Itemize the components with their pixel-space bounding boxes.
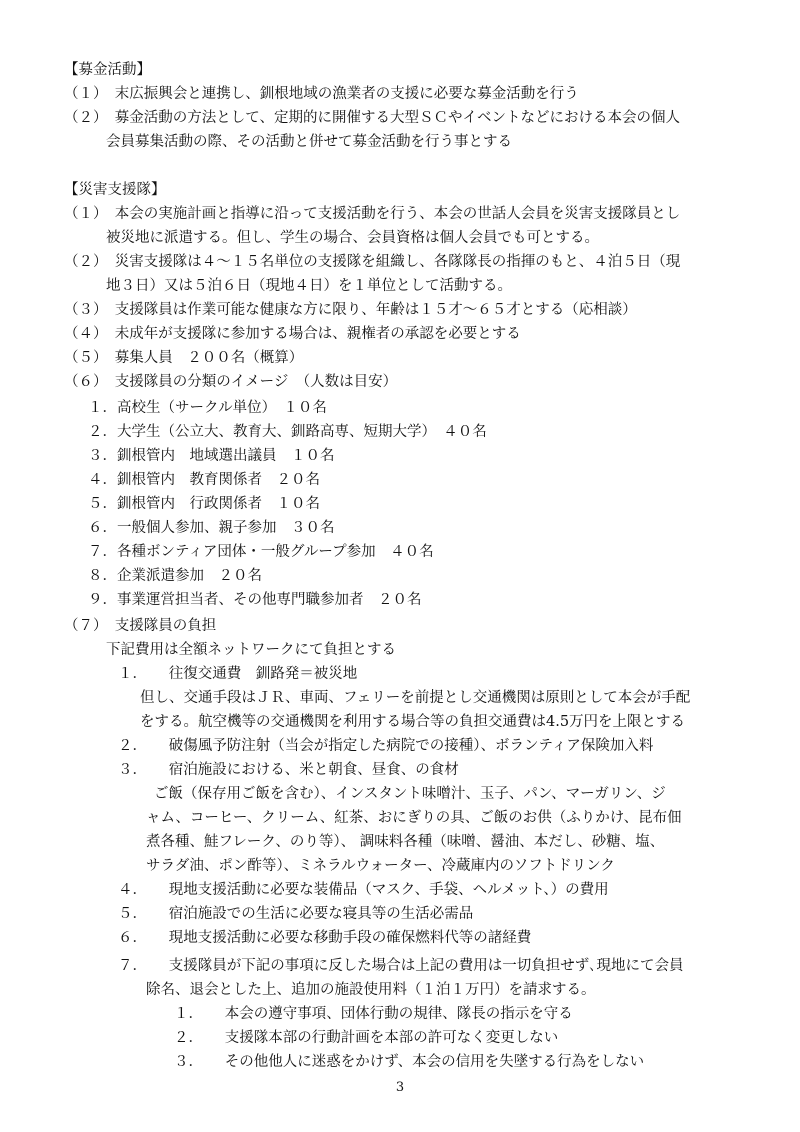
category-item: ４．釧根管内 教育関係者 ２０名 <box>88 472 320 488</box>
burden-item: ３． 宿泊施設における、米と朝食、昼食、の食材 <box>118 762 459 778</box>
burden-item-cont: 煮各種、鮭フレーク、のり等）、 調味料各種（味噌、醤油、本だし、砂糖、塩、 <box>146 834 665 850</box>
burden-intro: 下記費用は全額ネットワークにて負担とする <box>106 642 396 658</box>
rule-item: ２． 支援隊本部の行動計画を本部の許可なく変更しない <box>174 1030 559 1046</box>
category-item: ９．事業運営担当者、その他専門職参加者 ２０名 <box>88 592 422 608</box>
burden-item-cont: ご飯（保存用ご飯を含む）、インスタント味噌汁、玉子、パン、マーガリン、ジ <box>154 786 666 802</box>
fundraising-item: （１） 末広振興会と連携し、釧根地域の漁業者の支援に必要な募金活動を行う <box>64 86 579 102</box>
disaster-item: （５） 募集人員 ２００名（概算） <box>64 350 304 366</box>
burden-item-cont: 除名、退会とした上、追加の施設使用料（１泊１万円）を請求する。 <box>146 982 596 998</box>
burden-item: ２． 破傷風予防注射（当会が指定した病院での接種）、ボランティア保険加入料 <box>118 738 654 754</box>
fundraising-item-cont: 会員募集活動の際、その活動と併せて募金活動を行う事とする <box>106 134 512 150</box>
burden-item: ７． 支援隊員が下記の事項に反した場合は上記の費用は一切負担せず､現地にて会員 <box>118 958 684 974</box>
burden-item: ６． 現地支援活動に必要な移動手段の確保燃料代等の諸経費 <box>118 930 532 946</box>
category-item: ２．大学生（公立大、教育大、釧路高専、短期大学） ４０名 <box>88 424 487 440</box>
disaster-item: （３） 支援隊員は作業可能な健康な方に限り、年齢は１５才～６５才とする（応相談） <box>64 302 637 318</box>
category-item: ８．企業派遣参加 ２０名 <box>88 568 262 584</box>
rule-item: ３． その他他人に迷惑をかけず、本会の信用を失墜する行為をしない <box>174 1054 645 1070</box>
category-item: １．高校生（サークル単位） １０名 <box>88 400 327 416</box>
burden-item: ５． 宿泊施設での生活に必要な寝具等の生活必需品 <box>118 906 474 922</box>
category-item: ３．釧根管内 地域選出議員 １０名 <box>88 448 335 464</box>
disaster-team-heading: 【災害支援隊】 <box>64 182 166 198</box>
burden-item: １． 往復交通費 釧路発＝被災地 <box>118 666 358 682</box>
burden-item: ４． 現地支援活動に必要な装備品（マスク、手袋、ヘルメット、）の費用 <box>118 882 609 898</box>
disaster-item-cont: 地３日）又は５泊６日（現地４日）を１単位として活動する。 <box>106 278 512 294</box>
disaster-item: （１） 本会の実施計画と指導に沿って支援活動を行う、本会の世話人会員を災害支援隊員とし <box>64 206 681 222</box>
disaster-item: （６） 支援隊員の分類のイメージ （人数は目安） <box>64 374 398 390</box>
disaster-item: （２） 災害支援隊は４～１５名単位の支援隊を組織し、各隊隊長の指揮のもと、４泊５日（現 <box>64 254 681 270</box>
page-number: 3 <box>395 1080 405 1095</box>
category-item: ７．各種ボンティア団体・一般グループ参加 ４０名 <box>88 544 434 560</box>
category-item: ６．一般個人参加、親子参加 ３０名 <box>88 520 335 536</box>
burden-item-cont: 但し、交通手段はＪＲ、車両、フェリーを前提とし交通機関は原則として本会が手配 <box>140 690 691 706</box>
burden-heading: （７） 支援隊員の負担 <box>64 618 217 634</box>
disaster-item: （４） 未成年が支援隊に参加する場合は、親権者の承認を必要とする <box>64 326 521 342</box>
disaster-item-cont: 被災地に派遣する。但し、学生の場合、会員資格は個人会員でも可とする。 <box>106 230 599 246</box>
burden-item-cont: サラダ油、ポン酢等）、ミネラルウォーター、冷蔵庫内のソフトドリンク <box>146 858 615 874</box>
burden-item-cont: をする。航空機等の交通機関を利用する場合等の負担交通費は4.5万円を上限とする <box>140 714 686 730</box>
rule-item: １． 本会の遵守事項、団体行動の規律、隊長の指示を守る <box>174 1006 573 1022</box>
category-item: ５．釧根管内 行政関係者 １０名 <box>88 496 320 512</box>
burden-item-cont: ャム、コーヒー、クリーム、紅茶、おにぎりの具、ご飯のお供（ふりかけ、昆布佃 <box>146 810 682 826</box>
fundraising-heading: 【募金活動】 <box>64 62 151 78</box>
fundraising-item: （２） 募金活動の方法として、定期的に開催する大型ＳＣやイベントなどにおける本会の個人 <box>64 110 680 126</box>
